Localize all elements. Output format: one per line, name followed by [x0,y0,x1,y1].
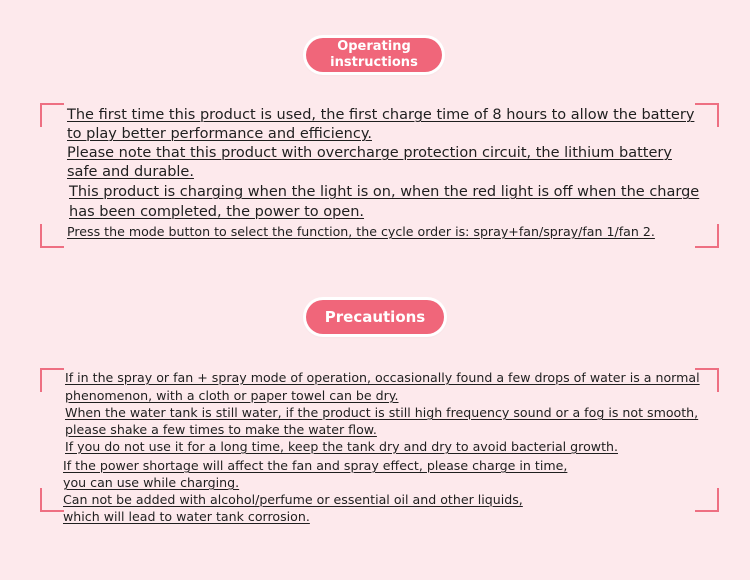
precaution-line: which will lead to water tank corrosion. [63,509,310,524]
precaution-line: If in the spray or fan + spray mode of operation, occasionally found a few drops of water is a normal [65,370,700,385]
corner-bracket-top-left [40,103,64,127]
heading-line-1: Operating [337,39,411,54]
operating-instructions-heading [306,38,442,72]
precaution-line: Can not be added with alcohol/perfume or essential oil and other liquids, [63,492,523,507]
heading-line-2: instructions [330,55,418,70]
precaution-line: please shake a few times to make the water flow. [65,422,377,437]
corner-bracket-bottom-right [695,224,719,248]
instruction-line: to play better performance and efficiency. [67,126,372,142]
instruction-line: Please note that this product with overcharge protection circuit, the lithium battery [67,145,672,161]
precaution-line: When the water tank is still water, if the product is still high frequency sound or a fog is not smooth, [65,405,699,420]
instruction-line: The first time this product is used, the first charge time of 8 hours to allow the battery [67,107,695,123]
precautions-heading: Precautions [306,300,444,334]
instruction-line: This product is charging when the light is on, when the red light is off when the charge [69,184,700,200]
instruction-line: has been completed, the power to open. [69,204,365,220]
precaution-line: If the power shortage will affect the fan and spray effect, please charge in time, [63,458,568,473]
corner-bracket-bottom-right [695,488,719,512]
corner-bracket-top-right [695,103,719,127]
precaution-line: phenomenon, with a cloth or paper towel can be dry. [65,388,399,403]
corner-bracket-bottom-left [40,488,64,512]
corner-bracket-top-left [40,368,64,392]
corner-bracket-bottom-left [40,224,64,248]
instruction-line: safe and durable. [67,164,194,180]
precaution-line: you can use while charging. [63,475,240,490]
precaution-line: If you do not use it for a long time, keep the tank dry and dry to avoid bacterial growth. [65,439,618,454]
instruction-line: Press the mode button to select the function, the cycle order is: spray+fan/spray/fan 1/fan 2. [67,224,655,239]
